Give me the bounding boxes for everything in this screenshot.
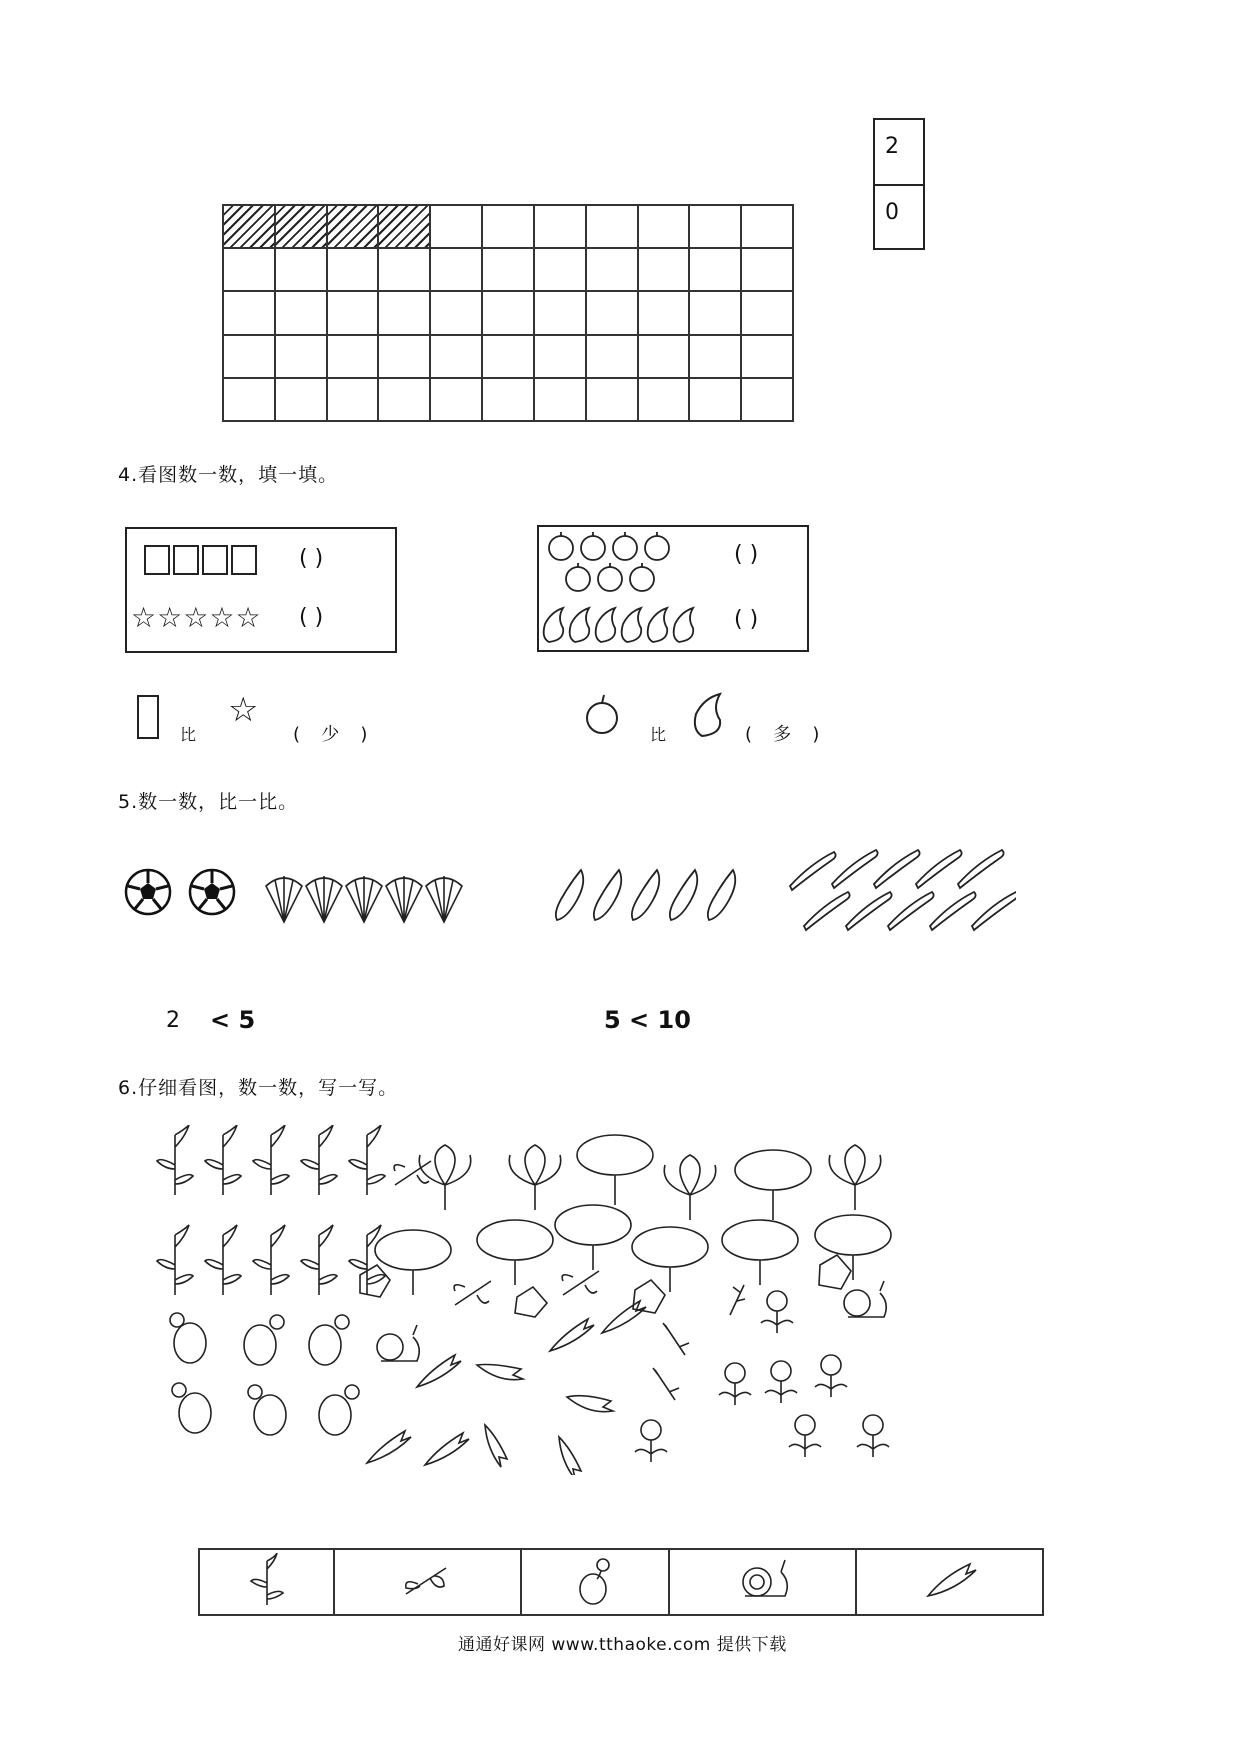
star-icon: ☆	[209, 601, 236, 634]
grid-cell[interactable]	[586, 335, 638, 378]
eggplants-group	[553, 862, 743, 926]
grid-cell[interactable]	[586, 378, 638, 421]
grid-cell[interactable]	[534, 291, 586, 334]
grid-cell[interactable]	[327, 248, 379, 291]
star-icon: ☆	[157, 601, 184, 634]
grid-cell[interactable]	[482, 378, 534, 421]
lotus-leaf-icon	[555, 1205, 631, 1270]
footer-text: 通通好课网 www.tthaoke.com 提供下载	[458, 1635, 787, 1655]
square-icon	[173, 545, 199, 575]
soccer-ball-icon	[190, 870, 234, 914]
grid-cell[interactable]	[275, 291, 327, 334]
compare-left-word: 比	[180, 725, 198, 744]
stone-icon	[819, 1255, 851, 1289]
flower-icon	[765, 1361, 797, 1403]
grid-cell[interactable]	[638, 335, 690, 378]
grid-cell[interactable]	[689, 335, 741, 378]
grid-cell[interactable]	[275, 378, 327, 421]
duck-icon	[244, 1315, 284, 1365]
answer-cell-dragonfly[interactable]	[334, 1549, 521, 1615]
grid-cell[interactable]	[378, 378, 430, 421]
grid-cell[interactable]	[327, 378, 379, 421]
star-row	[131, 601, 262, 634]
star-icon: ☆	[183, 601, 210, 634]
grid-cell-shaded[interactable]	[223, 205, 275, 248]
pear-icon	[544, 608, 564, 642]
eggplant-icon	[556, 870, 583, 920]
lotus-leaf-icon	[815, 1215, 891, 1280]
lotus-leaf-icon	[632, 1227, 708, 1292]
grasshopper-icon	[730, 1285, 745, 1315]
fish-icon	[485, 1425, 507, 1467]
grid-cell[interactable]	[430, 205, 482, 248]
pear-icon	[674, 608, 694, 642]
grid-cell[interactable]	[223, 291, 275, 334]
lotus-icon	[829, 1145, 880, 1210]
q6-scene-illustration	[155, 1125, 1015, 1475]
fan-icon	[266, 876, 302, 922]
lotus-leaf-icon	[477, 1220, 553, 1285]
snail-icon	[844, 1281, 886, 1317]
fish-icon	[559, 1437, 581, 1475]
grid-cell[interactable]	[482, 335, 534, 378]
fan-icon	[306, 876, 342, 922]
stones	[360, 1255, 851, 1317]
q4-right-panel	[537, 525, 809, 652]
grid-cell[interactable]	[327, 335, 379, 378]
q5-title: 5.数一数，比一比。	[118, 791, 299, 813]
soccer-balls-group	[124, 866, 244, 918]
fish-icon	[425, 1433, 469, 1465]
square-icon	[202, 545, 228, 575]
grid-cell[interactable]	[430, 378, 482, 421]
reed-icon	[253, 1125, 289, 1195]
reed-icon	[157, 1125, 193, 1195]
grid-cell[interactable]	[689, 205, 741, 248]
lotus-leaf-icon	[735, 1150, 811, 1220]
duck-icon	[573, 1553, 617, 1607]
lotus-leaf-icon	[577, 1135, 653, 1205]
flower-icon	[815, 1355, 847, 1397]
bean-icon	[930, 892, 976, 930]
grid-cell[interactable]	[223, 248, 275, 291]
grid-cell-shaded[interactable]	[327, 205, 379, 248]
bean-icon	[846, 892, 892, 930]
fan-icon	[386, 876, 422, 922]
flower-icon	[719, 1363, 751, 1405]
q6-answer-table	[198, 1548, 1044, 1616]
q5-right-answer: 5 < 10	[604, 1006, 691, 1034]
grasshopper-icon	[663, 1323, 689, 1355]
answer-cell-fish[interactable]	[856, 1549, 1043, 1615]
grid-cell[interactable]	[586, 205, 638, 248]
fish-icon	[550, 1319, 594, 1351]
stone-icon	[360, 1265, 390, 1297]
grid-cell[interactable]	[638, 291, 690, 334]
reed-icon	[157, 1225, 193, 1295]
pear-icon	[622, 608, 642, 642]
bean-icon	[804, 892, 850, 930]
flower-icon	[857, 1415, 889, 1457]
grasshopper-icon	[653, 1368, 679, 1400]
reed-icon	[301, 1125, 337, 1195]
grid-cell[interactable]	[741, 335, 793, 378]
grid-cell[interactable]	[223, 335, 275, 378]
snail-icon	[377, 1325, 419, 1361]
compare-left-answer[interactable]: ( 少 )	[293, 724, 369, 745]
dragonflies	[394, 1161, 599, 1305]
grid-cell[interactable]	[586, 291, 638, 334]
grid-cell[interactable]	[378, 248, 430, 291]
stone-icon	[515, 1287, 547, 1317]
grid-cell[interactable]	[534, 335, 586, 378]
reed-icon	[205, 1125, 241, 1195]
answer-blank-squares[interactable]: ( )	[299, 546, 324, 571]
fish	[367, 1301, 646, 1475]
flower-icon	[789, 1415, 821, 1457]
grid-cell[interactable]	[534, 205, 586, 248]
bean-icon	[972, 892, 1016, 930]
dragonfly-icon	[400, 1560, 456, 1600]
fish-icon	[367, 1431, 411, 1463]
duck-icon	[319, 1385, 359, 1435]
grid-cell[interactable]	[689, 248, 741, 291]
compare-pear-icon	[690, 688, 732, 740]
star-icon: ☆	[235, 601, 262, 634]
q5-left-answer-compare: < 5	[210, 1006, 256, 1034]
pear-icon	[596, 608, 616, 642]
duck-icon	[248, 1385, 286, 1435]
fan-icon	[426, 876, 462, 922]
lotus-icon	[419, 1145, 470, 1210]
grid-cell[interactable]	[275, 335, 327, 378]
grid-cell[interactable]	[430, 248, 482, 291]
eggplant-icon	[594, 870, 621, 920]
grid-cell[interactable]	[534, 378, 586, 421]
apples-group	[545, 531, 705, 597]
answer-blank-apples[interactable]: ( )	[734, 542, 759, 567]
answer-cell-duck[interactable]	[521, 1549, 669, 1615]
bean-icon	[888, 892, 934, 930]
grid-cell[interactable]	[586, 248, 638, 291]
eggplant-icon	[670, 870, 697, 920]
grid-cell[interactable]	[638, 248, 690, 291]
grid-cell[interactable]	[741, 291, 793, 334]
fish-icon	[922, 1558, 978, 1602]
answer-cell-reed[interactable]	[199, 1549, 334, 1615]
compare-square-icon	[137, 695, 159, 739]
grid-cell[interactable]	[482, 205, 534, 248]
q4-title: 4.看图数一数，填一填。	[118, 464, 339, 486]
grid-cell[interactable]	[378, 335, 430, 378]
grid-cell[interactable]	[534, 248, 586, 291]
place-value-ones: 0	[885, 200, 899, 225]
duck-icon	[170, 1313, 206, 1363]
q4-left-panel	[125, 527, 397, 653]
bean-icon	[832, 850, 878, 888]
bean-icon	[874, 850, 920, 888]
grid-cell-shaded[interactable]	[275, 205, 327, 248]
dragonfly-icon	[562, 1271, 599, 1295]
reed-plants	[157, 1125, 385, 1295]
bean-icon	[958, 850, 1004, 888]
ducks	[170, 1313, 359, 1435]
grid-cell[interactable]	[689, 291, 741, 334]
lotus-leaf-icon	[722, 1220, 798, 1285]
grid-cell[interactable]	[741, 248, 793, 291]
soccer-ball-icon	[126, 870, 170, 914]
answer-blank-pears[interactable]: ( )	[734, 607, 759, 632]
square-icon	[144, 545, 170, 575]
fish-icon	[602, 1301, 646, 1333]
place-value-box	[873, 118, 925, 250]
bean-icon	[790, 852, 836, 890]
lotus-icon	[509, 1145, 560, 1210]
star-icon: ☆	[131, 601, 158, 634]
place-value-divider	[875, 184, 923, 186]
answer-blank-stars[interactable]: ( )	[299, 605, 324, 630]
grid-cell[interactable]	[327, 291, 379, 334]
q6-title: 6.仔细看图，数一数，写一写。	[118, 1077, 399, 1099]
square-icon	[231, 545, 257, 575]
compare-right-word: 比	[650, 725, 668, 744]
grid-cell[interactable]	[482, 248, 534, 291]
apple-icon	[566, 563, 590, 591]
duck-icon	[309, 1315, 349, 1365]
pear-icon	[648, 608, 668, 642]
lotus-and-leaves	[375, 1135, 891, 1295]
reed-icon	[253, 1225, 289, 1295]
grid-cell-shaded[interactable]	[378, 205, 430, 248]
dragonfly-icon	[454, 1281, 491, 1305]
grid-cell[interactable]	[689, 378, 741, 421]
snails	[377, 1281, 886, 1361]
grid-cell[interactable]	[638, 378, 690, 421]
grid-cell[interactable]	[275, 248, 327, 291]
flower-icon	[761, 1291, 793, 1333]
apple-icon	[613, 532, 637, 560]
beans-group	[786, 848, 1016, 932]
grid-cell[interactable]	[378, 291, 430, 334]
reed-icon	[205, 1225, 241, 1295]
eggplant-icon	[708, 870, 735, 920]
grid-cell[interactable]	[430, 335, 482, 378]
apple-icon	[549, 532, 573, 560]
compare-star-icon: ☆	[228, 690, 259, 730]
counting-grid	[222, 204, 794, 422]
fish-icon	[567, 1396, 613, 1412]
fish-icon	[477, 1365, 523, 1380]
reed-icon	[247, 1553, 287, 1607]
apple-icon	[598, 563, 622, 591]
lotus-icon	[664, 1155, 715, 1220]
compare-right-answer[interactable]: ( 多 )	[745, 724, 821, 745]
q5-left-answer-number: 2	[166, 1008, 180, 1033]
flower-icon	[635, 1420, 667, 1462]
place-value-tens: 2	[885, 134, 899, 159]
snail-icon	[735, 1556, 791, 1604]
bean-icon	[916, 850, 962, 888]
dragonfly-icon	[394, 1161, 431, 1185]
duck-icon	[172, 1383, 211, 1433]
apple-icon	[581, 532, 605, 560]
answer-cell-snail[interactable]	[669, 1549, 856, 1615]
grid-cell[interactable]	[741, 205, 793, 248]
grid-cell[interactable]	[430, 291, 482, 334]
reed-icon	[301, 1225, 337, 1295]
apple-icon	[645, 532, 669, 560]
pears-group	[541, 602, 711, 646]
grid-cell[interactable]	[638, 205, 690, 248]
eggplant-icon	[632, 870, 659, 920]
compare-apple-icon	[582, 692, 622, 736]
pear-icon	[570, 608, 590, 642]
fish-icon	[417, 1355, 461, 1387]
reed-icon	[349, 1125, 385, 1195]
grid-cell[interactable]	[482, 291, 534, 334]
fans-group	[264, 872, 464, 928]
grid-cell[interactable]	[741, 378, 793, 421]
grid-cell[interactable]	[223, 378, 275, 421]
apple-icon	[630, 563, 654, 591]
fan-icon	[346, 876, 382, 922]
